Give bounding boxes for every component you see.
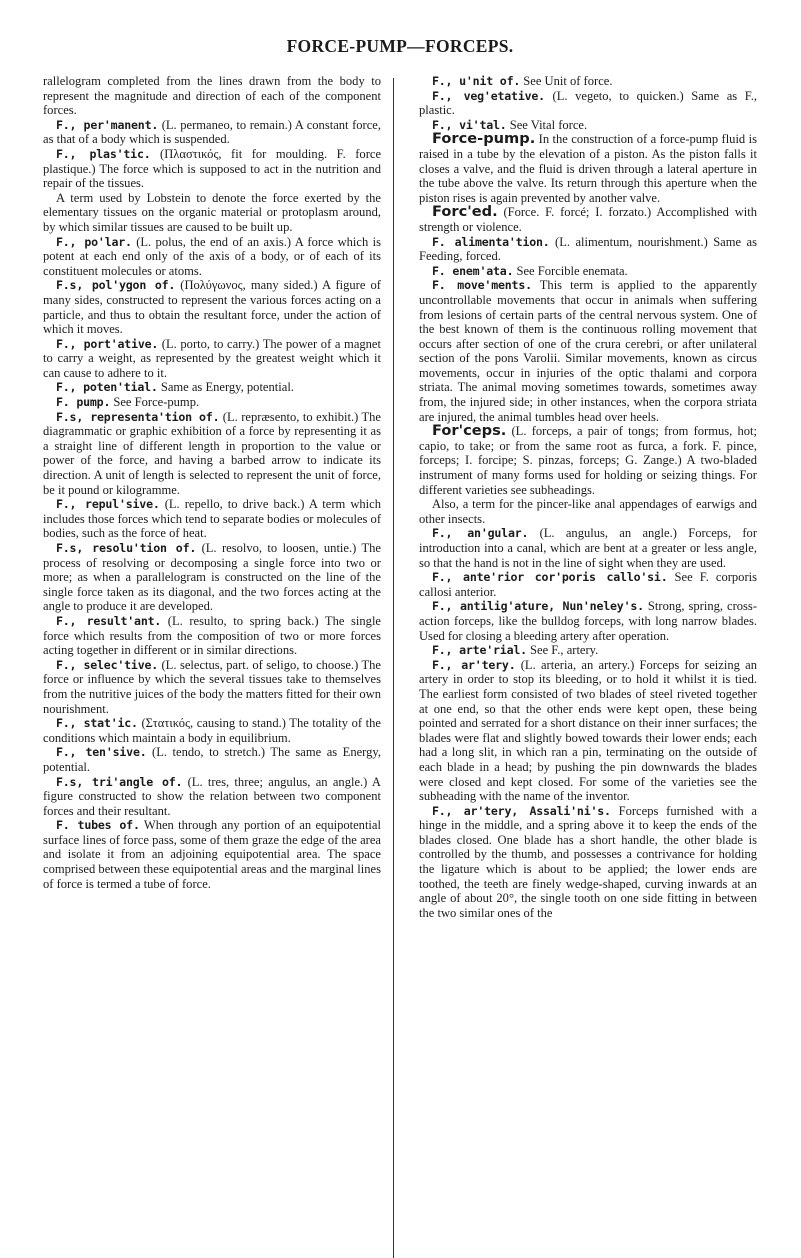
- entry-headword: F., result'ant.: [56, 613, 162, 628]
- entry-definition: (L. repræsento, to exhibit.) The diagrammatic or graphic exhibition of a force by representing it as a straight line of different length in proportion to the value or power of the force, and having a barbed arrow to indicate its direction. A unit of length is selected to represent the unit of force, be it pound or kilogramme.: [43, 409, 381, 497]
- entry-definition: (Στατικός, causing to stand.) The totality of the conditions which maintain a body in equilibrium.: [43, 716, 381, 745]
- entry-headword: F., antilig'ature, Nun'neley's.: [432, 599, 644, 614]
- dictionary-entry: [43, 395, 381, 410]
- entry-headword: F.s, tri'angle of.: [56, 774, 183, 789]
- entry-definition: Also, a term for the pincer-like anal appendages of earwigs and other insects.: [419, 497, 757, 526]
- entry-definition: (L. resulto, to spring back.) The single force which results from the composition of two or more forces acting together in different or in similar directions.: [43, 613, 381, 658]
- dictionary-entry: [419, 570, 757, 599]
- entry-definition: (L. tres, three; angulus, an angle.) A figure constructed to show the relation between two component forces and their resultant.: [43, 774, 381, 818]
- dictionary-entry: [43, 337, 381, 381]
- entry-headword: F., po'lar.: [56, 234, 132, 249]
- entry-headword: F., selec'tive.: [56, 657, 159, 672]
- entry-headword: F., arte'rial.: [432, 643, 527, 658]
- entry-headword: F., ante'rior cor'poris callo'si.: [432, 570, 668, 585]
- entry-headword: F. tubes of.: [56, 818, 140, 833]
- dictionary-entry: [43, 278, 381, 336]
- dictionary-entry: [419, 205, 757, 234]
- entry-definition: (L. polus, the end of an axis.) A force which is potent at each end only of the axis of a body, or of each of its constituent molecules or atoms.: [43, 234, 381, 278]
- dictionary-entry: [419, 424, 757, 497]
- entry-definition: (L. forceps, a pair of tongs; from formus, hot; capio, to take; or from the same root as furca, a fork. F. pince, forceps; I. forcipe; S. pinzas, forceps; G. Zange.) A two-bladed instrument of many forms used for holding or seizing things. For different varieties see subheadings.: [419, 424, 757, 497]
- dictionary-entry: [43, 118, 381, 147]
- entry-definition: Strong, spring, cross-action forceps, like the bulldog forceps, with long narrow blades. Used for closing a bleeding artery after operation.: [419, 599, 757, 643]
- entry-definition: Forceps furnished with a hinge in the middle, and a spring above it to keep the ends of the blades closed. One blade has a short handle, the other blade is controlled by the thumb, and possesses a contrivance for holding the ligature which is about to be applied; the lower ends are toothed, the teeth are finely wedge-shaped, curving inwards at an angle of about 20°, the single tooth on one side fitting in between the two similar ones of the: [419, 803, 757, 920]
- dictionary-entry: [43, 775, 381, 819]
- dictionary-entry: [43, 380, 381, 395]
- entry-definition: When through any portion of an equipotential surface lines of force pass, some of them graze the edge of the area and isolate it from an adjoining equipotential area. The space comprised between these equipotential areas and the marginal lines of force is termed a tube of force.: [43, 818, 381, 891]
- entry-headword: F., ar'tery, Assali'ni's.: [432, 803, 611, 818]
- entry-headword: Force-pump.: [432, 130, 536, 148]
- entry-definition: This term is applied to the apparently uncontrollable movements that occur in animals when suffering from lesions of certain parts of the central nervous system. One of the best known of them is the continuous rolling movement that occurs after section of one of the crura cerebri, or after unilateral section of the pons Varolii. Similar movements, known as circus movements, occur in injuries of the optic thalami and corpora striata. The animal moving sometimes towards, sometimes away from, the injured side; in other instances, when the corpora striata are injured, the animal tumbles head over heels.: [419, 278, 757, 424]
- dictionary-entry: [43, 716, 381, 745]
- dictionary-entry: [419, 132, 757, 205]
- dictionary-entry: [43, 541, 381, 614]
- dictionary-entry: [419, 264, 757, 279]
- entry-definition: (Force. F. forcé; I. forzato.) Accomplished with strength or violence.: [419, 205, 757, 234]
- entry-headword: F.s, resolu'tion of.: [56, 541, 197, 555]
- dictionary-entry: [43, 614, 381, 658]
- dictionary-entry: [43, 191, 381, 235]
- dictionary-entry: [43, 745, 381, 774]
- entry-headword: F., plas'tic.: [56, 146, 151, 161]
- entry-headword: Forc'ed.: [432, 203, 498, 221]
- dictionary-entry: [419, 278, 757, 424]
- entry-headword: F.s, pol'ygon of.: [56, 278, 176, 293]
- entry-headword: F., an'gular.: [432, 526, 529, 541]
- entry-definition: See Unit of force.: [520, 74, 613, 88]
- entry-definition: (L. vegeto, to quicken.) Same as F., plastic.: [419, 88, 757, 118]
- page-header: FORCE-PUMP—FORCEPS.: [286, 36, 514, 56]
- two-column-body: [43, 74, 757, 920]
- dictionary-entry: [43, 658, 381, 716]
- entry-headword: F., u'nit of.: [432, 74, 521, 88]
- entry-definition: (L. resolvo, to loosen, untie.) The process of resolving or decomposing a single force into two or more; as when a parallelogram is constructed on the line of the single force taken as its diagonal, and the two forces acting at the angle to produce it are developed.: [43, 541, 381, 614]
- entry-headword: F., stat'ic.: [56, 716, 138, 731]
- entry-headword: F., port'ative.: [56, 336, 159, 351]
- entry-definition: (L. permaneo, to remain.) A constant force, as that of a body which is suspended.: [43, 117, 382, 147]
- dictionary-entry: [43, 410, 381, 498]
- entry-definition: See F. corporis callosi anterior.: [419, 570, 758, 599]
- entry-definition: rallelogram completed from the lines drawn from the body to represent the magnitude and direction of each of the component forces.: [43, 74, 381, 118]
- dictionary-entry: [419, 74, 757, 89]
- entry-definition: (L. porto, to carry.) The power of a magnet to carry a weight, as represented by the greatest weight which it can cause to adhere to it.: [43, 336, 381, 380]
- dictionary-entry: [419, 526, 757, 570]
- entry-definition: A term used by Lobstein to denote the force exerted by the elementary tissues on the organic material or protoplasm around, by which similar tissues are caused to be built up.: [43, 190, 381, 234]
- entry-definition: (L. repello, to drive back.) A term which includes those forces which tend to separate bodies or molecules of bodies, such as the force of heat.: [43, 497, 381, 541]
- column-divider: [393, 78, 394, 1258]
- dictionary-entry: [419, 89, 757, 118]
- entry-definition: See Forcible enemata.: [513, 263, 628, 278]
- dictionary-entry: [43, 74, 381, 118]
- entry-definition: Same as Energy, potential.: [157, 380, 294, 395]
- dictionary-entry: [419, 804, 757, 921]
- entry-headword: F. alimenta'tion.: [432, 234, 550, 249]
- entry-definition: In the construction of a force-pump fluid is raised in a tube by the elevation of a piston. As the piston falls it closes a valve, and the fluid is driven through a lateral aperture in the tube above the valve. Its return through this aperture when the piston rises is again prevented by another valve.: [419, 132, 757, 205]
- entry-headword: F., ar'tery.: [432, 657, 516, 672]
- entry-headword: F., repul'sive.: [56, 497, 160, 512]
- left-column: [43, 74, 381, 920]
- entry-headword: F.s, representa'tion of.: [56, 409, 220, 424]
- dictionary-entry: [43, 497, 381, 541]
- entry-headword: F., vi'tal.: [432, 117, 507, 132]
- entry-definition: See Vital force.: [506, 117, 588, 132]
- entry-headword: F., per'manent.: [56, 117, 159, 132]
- entry-definition: (L. angulus, an angle.) Forceps, for introduction into a canal, which are bent at a greater or less angle, so that the hand is not in the line of sight when they are used.: [419, 526, 757, 570]
- dictionary-entry: [419, 643, 757, 658]
- entry-definition: See F., artery.: [526, 643, 599, 658]
- entry-definition: (L. tendo, to stretch.) The same as Energy, potential.: [43, 745, 381, 774]
- right-column: [419, 74, 757, 920]
- entry-headword: For'ceps.: [432, 422, 507, 440]
- entry-definition: See Force-pump.: [110, 395, 200, 410]
- entry-definition: (Πλαστικός, fit for moulding. F. force plastique.) The force which is supposed to act in the nutrition and repair of the tissues.: [43, 146, 382, 191]
- entry-definition: (L. arteria, an artery.) Forceps for seizing an artery in order to stop its bleeding, or to hold it whilst it is tied. The earliest form consisted of two blades of steel riveted together at one end, so that the other ends were kept open, these being pointed and serrated for a short distance on their inner surfaces; the blades were flat and slightly bowed towards their lower ends; each had a long slit, in which ran a pin, terminating on the outside of each blade in a head; by pushing the pin downwards the blades were closed and kept closed. For some of the varieties see the subheading with the name of the inventor.: [419, 657, 757, 804]
- entry-headword: F. move'ments.: [432, 278, 532, 293]
- dictionary-entry: [419, 658, 757, 804]
- entry-headword: F. enem'ata.: [432, 263, 514, 278]
- dictionary-entry: [419, 497, 757, 526]
- entry-definition: (L. selectus, part. of seligo, to choose.) The force or influence by which the several tissues take to themselves from the nutritive juices of the body the matters fitted for their own nourishment.: [43, 657, 381, 716]
- dictionary-entry: [43, 147, 381, 191]
- dictionary-entry: [43, 235, 381, 279]
- dictionary-entry: [419, 599, 757, 643]
- entry-headword: F. pump.: [56, 395, 111, 410]
- entry-headword: F., veg'etative.: [432, 88, 545, 103]
- entry-definition: (L. alimentum, nourishment.) Same as Feeding, forced.: [419, 234, 757, 264]
- entry-headword: F., poten'tial.: [56, 380, 158, 395]
- entry-headword: F., ten'sive.: [56, 745, 147, 760]
- dictionary-entry: [43, 818, 381, 891]
- entry-definition: (Πολύγωνος, many sided.) A figure of many sides, constructed to represent the various forces acting on a particle, and thus to obtain the resultant force, under the action of which it moves.: [43, 278, 381, 337]
- dictionary-entry: [419, 235, 757, 264]
